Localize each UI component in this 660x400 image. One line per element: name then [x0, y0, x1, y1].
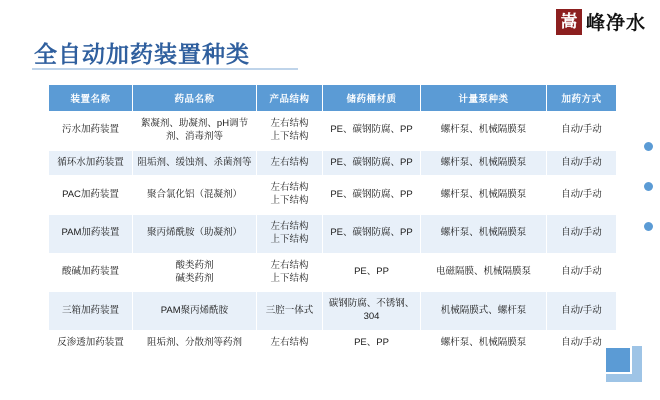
cell-drug-name: PAM聚丙烯酰胺 — [133, 292, 257, 331]
column-header-pump-type: 计量泵种类 — [421, 85, 547, 112]
cell-device-name: 三箱加药装置 — [49, 292, 133, 331]
cell-device-name: 污水加药装置 — [49, 112, 133, 151]
cell-device-name: 循环水加药装置 — [49, 150, 133, 176]
cell-pump-type: 电磁隔膜、机械隔膜泵 — [421, 253, 547, 292]
table-body — [49, 112, 617, 357]
cell-dosing-mode: 自动/手动 — [547, 292, 617, 331]
cell-structure: 左右结构 上下结构 — [257, 215, 323, 254]
column-header-dosing-mode: 加药方式 — [547, 85, 617, 112]
table-row — [49, 253, 617, 292]
column-header-device-name: 装置名称 — [49, 85, 133, 112]
cell-structure: 三腔一体式 — [257, 292, 323, 331]
table-row — [49, 112, 617, 151]
cell-device-name: 酸碱加药装置 — [49, 253, 133, 292]
table-row — [49, 176, 617, 215]
table-row — [49, 330, 617, 356]
decor-square-front — [604, 346, 632, 374]
cell-pump-type: 螺杆泵、机械隔膜泵 — [421, 112, 547, 151]
title-underline — [32, 68, 298, 70]
cell-dosing-mode: 自动/手动 — [547, 112, 617, 151]
cell-dosing-mode: 自动/手动 — [547, 176, 617, 215]
table-row — [49, 292, 617, 331]
spec-table — [48, 84, 617, 357]
cell-drug-name: 阻垢剂、缓蚀剂、杀菌剂等 — [133, 150, 257, 176]
cell-material: PE、碳钢防腐、PP — [323, 150, 421, 176]
cell-material: PE、碳钢防腐、PP — [323, 215, 421, 254]
column-header-drug-name: 药品名称 — [133, 85, 257, 112]
cell-dosing-mode: 自动/手动 — [547, 253, 617, 292]
decor-dot — [644, 142, 653, 151]
cell-drug-name: 聚合氯化铝（混凝剂） — [133, 176, 257, 215]
cell-drug-name: 絮凝剂、助凝剂、pH调节剂、消毒剂等 — [133, 112, 257, 151]
cell-pump-type: 螺杆泵、机械隔膜泵 — [421, 330, 547, 356]
cell-structure: 左右结构 上下结构 — [257, 176, 323, 215]
cell-structure: 左右结构 上下结构 — [257, 253, 323, 292]
table-header-row — [49, 85, 617, 112]
cell-structure: 左右结构 — [257, 330, 323, 356]
company-logo — [556, 8, 646, 35]
decor-dot — [644, 182, 653, 191]
cell-structure: 左右结构 上下结构 — [257, 112, 323, 151]
table-row — [49, 150, 617, 176]
column-header-structure: 产品结构 — [257, 85, 323, 112]
cell-pump-type: 机械隔膜式、螺杆泵 — [421, 292, 547, 331]
cell-dosing-mode: 自动/手动 — [547, 330, 617, 356]
cell-material: 碳钢防腐、不锈钢、304 — [323, 292, 421, 331]
cell-drug-name: 酸类药剂 碱类药剂 — [133, 253, 257, 292]
cell-material: PE、PP — [323, 330, 421, 356]
decor-dot — [644, 222, 653, 231]
page-title: 全自动加药装置种类 — [34, 41, 250, 67]
cell-material: PE、PP — [323, 253, 421, 292]
cell-device-name: PAC加药装置 — [49, 176, 133, 215]
cell-pump-type: 螺杆泵、机械隔膜泵 — [421, 150, 547, 176]
cell-structure: 左右结构 — [257, 150, 323, 176]
spec-table-container — [48, 84, 616, 357]
cell-pump-type: 螺杆泵、机械隔膜泵 — [421, 215, 547, 254]
cell-dosing-mode: 自动/手动 — [547, 215, 617, 254]
cell-dosing-mode: 自动/手动 — [547, 150, 617, 176]
cell-device-name: PAM加药装置 — [49, 215, 133, 254]
column-header-material: 储药桶材质 — [323, 85, 421, 112]
cell-pump-type: 螺杆泵、机械隔膜泵 — [421, 176, 547, 215]
cell-material: PE、碳钢防腐、PP — [323, 112, 421, 151]
cell-device-name: 反渗透加药装置 — [49, 330, 133, 356]
table-row — [49, 215, 617, 254]
cell-drug-name: 聚丙烯酰胺（助凝剂） — [133, 215, 257, 254]
cell-material: PE、碳钢防腐、PP — [323, 176, 421, 215]
logo-text: 峰净水 — [585, 12, 646, 34]
logo-mark: 嵩 — [556, 9, 582, 35]
cell-drug-name: 阻垢剂、分散剂等药剂 — [133, 330, 257, 356]
